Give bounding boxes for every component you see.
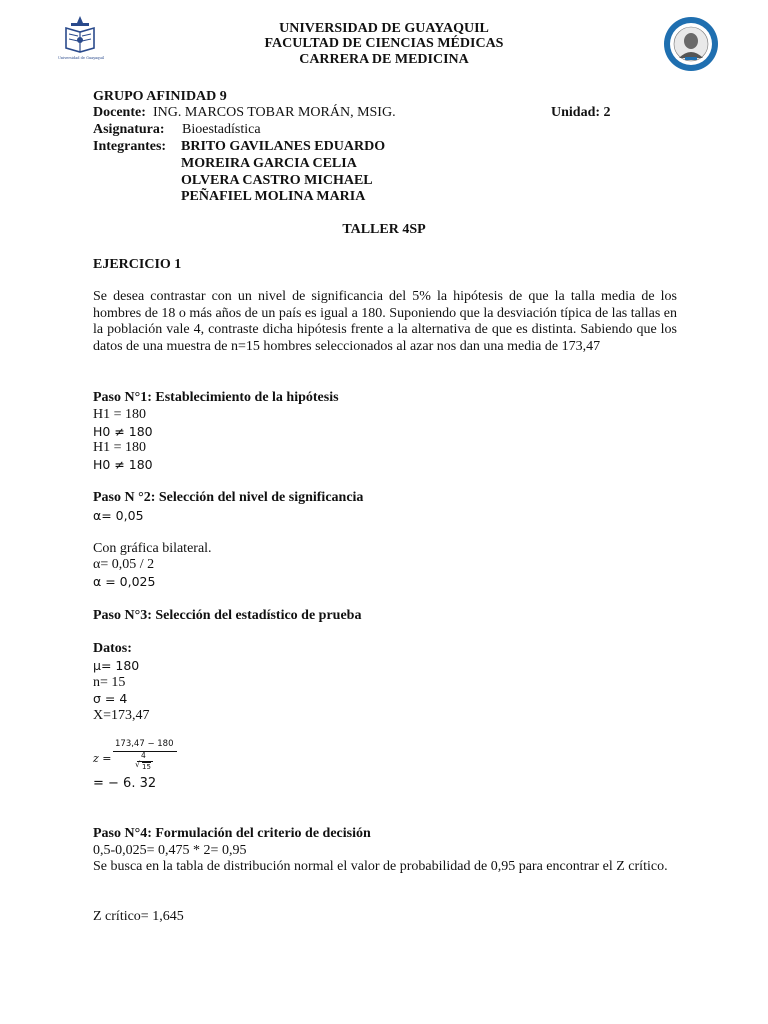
teacher-label: Docente: [93, 105, 146, 120]
n-value: n= 15 [93, 675, 126, 690]
z-denominator-top: 4 [141, 751, 146, 760]
probability-calc: 0,5-0,025= 0,475 * 2= 0,95 [93, 843, 247, 858]
subject-name: Bioestadística [182, 122, 261, 137]
alpha-half: α = 0,025 [93, 574, 156, 589]
career-title: CARRERA DE MEDICINA [299, 52, 469, 67]
z-critical: Z crítico= 1,645 [93, 909, 184, 924]
z-formula [93, 739, 193, 781]
member-name: MOREIRA GARCIA CELIA [181, 156, 357, 171]
sigma-value: σ = 4 [93, 691, 128, 706]
exercise-title: EJERCICIO 1 [93, 257, 182, 272]
member-name: BRITO GAVILANES EDUARDO [181, 139, 386, 154]
z-denominator-sqrt: 15 [142, 763, 151, 771]
step2-title: Paso N °2: Selección del nivel de significancia [93, 490, 364, 505]
members-label: Integrantes: [93, 139, 167, 154]
teacher-name: ING. MARCOS TOBAR MORÁN, MSIG. [153, 105, 396, 120]
sqrt-symbol: √ [135, 760, 141, 769]
hypothesis-line: H0 ≠ 180 [93, 457, 153, 472]
unit-label: Unidad: 2 [551, 105, 611, 120]
hypothesis-line: H0 ≠ 180 [93, 424, 153, 439]
x-value: X=173,47 [93, 708, 150, 723]
group-name: GRUPO AFINIDAD 9 [93, 89, 227, 104]
member-name: OLVERA CASTRO MICHAEL [181, 173, 373, 188]
hypothesis-line: H1 = 180 [93, 440, 147, 455]
step4-title: Paso N°4: Formulación del criterio de decisión [93, 826, 371, 841]
member-name: PEÑAFIEL MOLINA MARIA [181, 189, 366, 204]
z-result: = − 6. 32 [93, 776, 157, 791]
data-title: Datos: [93, 641, 132, 656]
table-search-note: Se busca en la tabla de distribución normal el valor de probabilidad de 0,95 para encontrar el Z crítico. [93, 859, 668, 874]
subject-label: Asignatura: [93, 122, 165, 137]
hypothesis-line: H1 = 180 [93, 407, 147, 422]
bilateral-note: Con gráfica bilateral. [93, 541, 212, 556]
step1-title: Paso N°1: Establecimiento de la hipótesis [93, 390, 339, 405]
problem-statement: Se desea contrastar con un nivel de significancia del 5% la hipótesis de que la talla media de los hombres de 18 o más años de un país es igual a 180. Suponiendo que la desviación típica de las tallas en la población vale 4, contraste dicha hipótesis frente a la alternativa de que es distinta. Sabiendo que los datos de una muestra de n=15 hombres seleccionados al azar nos dan una media de 173,47 [93, 289, 677, 354]
faculty-title: FACULTAD DE CIENCIAS MÉDICAS [264, 36, 504, 51]
alpha-value: α= 0,05 [93, 508, 144, 523]
alpha-division: α= 0,05 / 2 [93, 557, 155, 572]
mu-value: μ= 180 [93, 658, 140, 673]
left-logo-caption: Universidad de Guayaquil [58, 56, 104, 60]
university-title: UNIVERSIDAD DE GUAYAQUIL [279, 21, 489, 36]
z-numerator: 173,47 − 180 [115, 739, 174, 749]
workshop-title: TALLER 4SP [342, 222, 426, 237]
z-variable: z = [93, 752, 112, 765]
step3-title: Paso N°3: Selección del estadístico de prueba [93, 608, 362, 623]
